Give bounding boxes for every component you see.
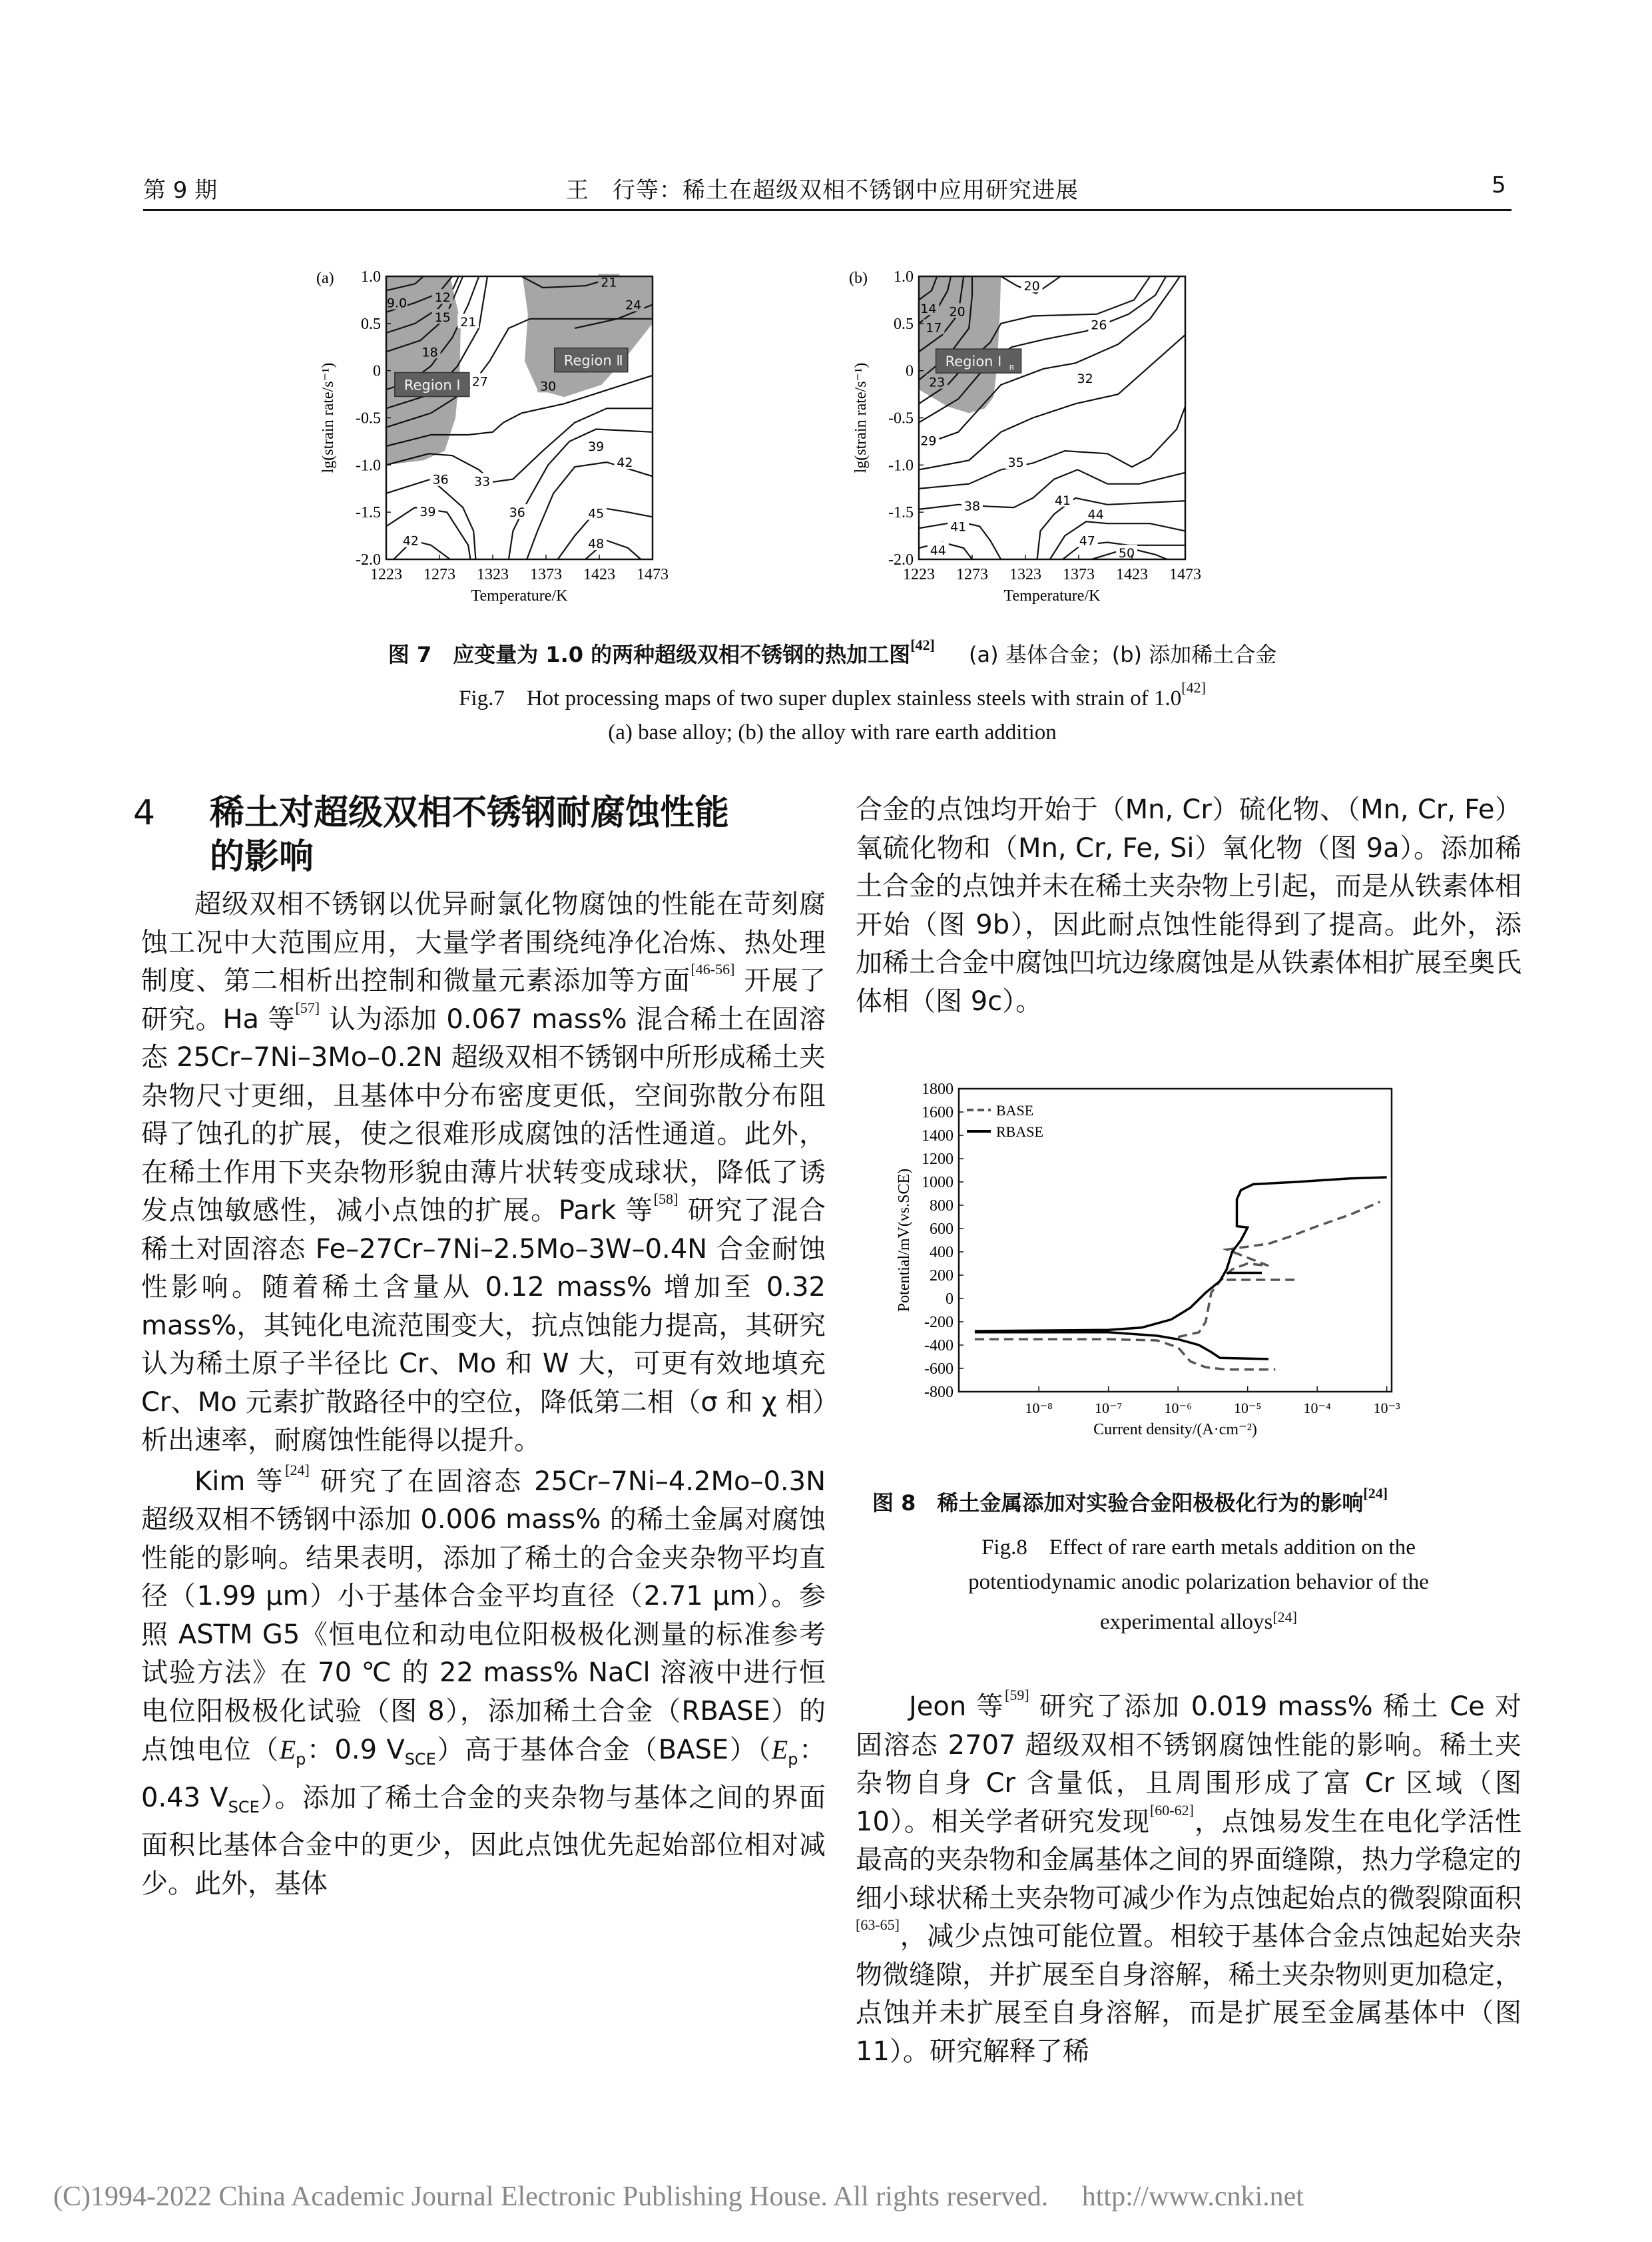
- caption-text: Fig.7 Hot processing maps of two super duplex stainless steels with strain of 1.0: [459, 687, 1182, 710]
- text: 研究了混合稀土对固溶态 Fe–27Cr–7Ni–2.5Mo–3W–0.4N 合金耐蚀性影响。随着稀土含量从 0.12 mass% 增加至 0.32 mass%，其钝化电流范围变大，抗点蚀能力提高，其研究认为稀土原子半径比 Cr、Mo 和 W 大，可更有效地填充 Cr、Mo 元素扩散路径中的空位，降低第二相（σ 和 χ 相）析出速率，耐腐蚀性能得以提升。: [141, 1195, 826, 1456]
- caption-text: experimental alloys: [1100, 1610, 1273, 1634]
- text: ）。添加了稀土合金的夹杂物与基体之间的界面面积比基体合金中的更少，因此点蚀优先起始部位相对减少。此外，基体: [141, 1782, 826, 1899]
- contour-label: 23: [929, 375, 946, 390]
- y-tick-label: -0.5: [888, 410, 914, 427]
- y-tick-label: 1600: [922, 1104, 954, 1121]
- y-tick-label: -2.0: [888, 551, 914, 569]
- x-tick-label: 1373: [1063, 566, 1095, 583]
- subscript: p: [296, 1750, 306, 1769]
- series-rbase-anodic: [975, 1177, 1387, 1331]
- page-number: 5: [1492, 172, 1506, 198]
- running-title: 王 行等：稀土在超级双相不锈钢中应用研究进展: [566, 177, 1079, 204]
- contour-label: 47: [1079, 533, 1095, 549]
- subscript: SCE: [404, 1750, 436, 1769]
- text: ）高于基体合金（BASE）（: [435, 1735, 772, 1765]
- subscript: SCE: [228, 1797, 260, 1817]
- caption-text: 图 7 应变量为 1.0 的两种超级双相不锈钢的热加工图: [388, 642, 911, 667]
- figure-8-caption-zh: [846, 1486, 1538, 1517]
- contour-line: [919, 407, 1185, 489]
- text: Jeon 等: [909, 1691, 1005, 1722]
- text: ：0.9 V: [306, 1735, 405, 1765]
- text: ，点蚀易发生在电化学活性最高的夹杂物和金属基体之间的界面缝隙，热力学稳定的细小球状稀土夹杂物可减少作为点蚀起始点的微裂隙面积: [856, 1806, 1521, 1914]
- contour-label: 36: [432, 472, 449, 487]
- section-heading: [133, 791, 826, 879]
- legend-label-base: BASE: [996, 1102, 1034, 1119]
- citation: [60-62]: [1149, 1801, 1194, 1819]
- x-tick-label: 10⁻⁵: [1234, 1400, 1262, 1416]
- citation: [24]: [1363, 1485, 1388, 1502]
- y-axis-title: lg(strain rate/s⁻¹): [320, 362, 337, 473]
- panel-label: (b): [849, 270, 868, 287]
- contour-label: 39: [419, 504, 436, 519]
- series-rbase-cathodic: [975, 1332, 1268, 1359]
- contour-label: 26: [1091, 318, 1107, 333]
- y-tick-label: -200: [924, 1314, 954, 1331]
- contour-label: 12: [434, 290, 451, 306]
- x-tick-label: 10⁻⁴: [1303, 1400, 1331, 1416]
- symbol: E: [279, 1735, 296, 1765]
- y-tick-label: -1.5: [888, 504, 914, 522]
- x-axis-title: Current density/(A·cm⁻²): [1093, 1421, 1257, 1438]
- y-axis-title: lg(strain rate/s⁻¹): [852, 362, 870, 473]
- y-tick-label: -1.0: [888, 457, 914, 475]
- y-tick-label: -1.0: [356, 457, 381, 475]
- plot-area: [386, 274, 653, 560]
- hot-processing-map-b: [839, 253, 1372, 626]
- y-tick-label: 600: [930, 1221, 954, 1238]
- text: 开展了研究。Ha 等: [141, 966, 826, 1035]
- x-tick-label: 1323: [477, 566, 509, 583]
- y-tick-label: 1000: [922, 1174, 954, 1191]
- citation: [42]: [910, 637, 935, 653]
- right-column-bottom: [856, 1688, 1521, 2071]
- x-tick-label: 1323: [1009, 566, 1041, 583]
- x-tick-label: 1273: [956, 566, 988, 583]
- contour-label: 24: [625, 298, 642, 313]
- y-tick-label: 0: [946, 1290, 954, 1308]
- contour-label: 21: [601, 275, 617, 290]
- y-tick-label: 0: [906, 362, 914, 380]
- citation: [24]: [1272, 1609, 1297, 1625]
- x-axis-title: Temperature/K: [1003, 587, 1101, 605]
- text: Kim 等: [194, 1466, 286, 1497]
- contour-label: 15: [434, 310, 451, 325]
- y-tick-label: 0.5: [894, 315, 914, 333]
- legend-label-rbase: RBASE: [996, 1123, 1043, 1140]
- contour-label: 42: [617, 455, 633, 471]
- contour-line: [509, 429, 653, 560]
- plot-area: [918, 276, 1185, 561]
- contour-label: 21: [460, 315, 477, 330]
- y-tick-label: 1800: [922, 1081, 954, 1098]
- contour-label: 20: [1023, 279, 1040, 294]
- contour-label: 27: [471, 374, 488, 390]
- y-tick-label: -600: [924, 1360, 954, 1378]
- left-column: [141, 886, 826, 1903]
- x-tick-label: 10⁻⁶: [1164, 1400, 1192, 1416]
- citation: [42]: [1181, 679, 1206, 696]
- contour-label: 38: [964, 499, 981, 514]
- text: 超级双相不锈钢以优异耐氯化物腐蚀的性能在苛刻腐蚀工况中大范围应用，大量学者围绕纯净化冶炼、热处理制度、第二相析出控制和微量元素添加等方面: [141, 889, 826, 996]
- footer-url[interactable]: http://www.cnki.net: [1081, 2181, 1304, 2212]
- paragraph: [856, 1688, 1521, 2071]
- x-tick-label: 10⁻⁷: [1095, 1400, 1123, 1416]
- section-title-line2: 的影响: [210, 837, 314, 877]
- figure-7-caption-zh: [266, 638, 1398, 669]
- caption-subtext: (a) 基体合金；(b) 添加稀土合金: [968, 642, 1277, 667]
- citation: [58]: [653, 1191, 679, 1207]
- contour-label: 50: [1118, 546, 1135, 561]
- figure-8-caption-en-3: [846, 1610, 1551, 1635]
- paragraph: [141, 886, 826, 1460]
- region-label: Region Ⅱ: [563, 352, 623, 369]
- series-base-anodic: [1178, 1202, 1380, 1337]
- panel-label: (a): [316, 270, 334, 287]
- figure-8-caption-en-2: potentiodynamic anodic polarization behavior of the: [968, 1570, 1429, 1594]
- y-tick-label: 0: [373, 362, 381, 380]
- paragraph: 合金的点蚀均开始于（Mn, Cr）硫化物、（Mn, Cr, Fe）氧硫化物和（Mn, Cr, Fe, Si）氧化物（图 9a）。添加稀土合金的点蚀并未在稀土夹杂物上引起，而是从铁素体相开始（图 9b），因此耐点蚀性能得到了提高。此外，添加稀土合金中腐蚀凹坑边缘腐蚀是从铁素体相扩展至奥氏体相（图 9c）。: [856, 794, 1521, 1017]
- contour-label: 18: [421, 345, 438, 360]
- copyright-footer: [0, 2181, 1652, 2213]
- region-label-subscript: R: [1009, 364, 1015, 373]
- region-label: Region Ⅰ: [945, 354, 1002, 370]
- text: 认为添加 0.067 mass% 混合稀土在固溶态 25Cr–7Ni–3Mo–0.2N 超级双相不锈钢中所形成稀土夹杂物尺寸更细，且基体中分布密度更低，空间弥散分布阻碍了蚀孔的扩展，使之很难形成腐蚀的活性通道。此外，在稀土作用下夹杂物形貌由薄片状转变成球状，降低了诱发点蚀敏感性，减小点蚀的扩展。Park 等: [141, 1003, 826, 1226]
- contour-label: 35: [1007, 455, 1024, 471]
- y-tick-label: 1.0: [361, 268, 381, 286]
- y-tick-label: 0.5: [361, 315, 381, 333]
- x-tick-label: 10⁻⁸: [1025, 1400, 1053, 1416]
- y-tick-label: -1.5: [356, 504, 381, 522]
- contour-label: 20: [949, 304, 965, 320]
- citation: [59]: [1005, 1687, 1029, 1703]
- x-tick-label: 1373: [530, 566, 562, 583]
- y-tick-label: -800: [924, 1384, 954, 1401]
- contour-label: 29: [920, 433, 937, 449]
- y-tick-label: 1200: [922, 1151, 954, 1168]
- y-tick-label: 800: [930, 1197, 954, 1215]
- y-tick-label: -0.5: [356, 410, 381, 427]
- contour-label: 30: [540, 379, 557, 394]
- y-axis-title: Potential/mV(vs.SCE): [896, 1168, 913, 1312]
- contour-label: 33: [473, 474, 491, 489]
- hot-processing-map-a: [306, 253, 839, 626]
- x-tick-label: 1223: [903, 566, 935, 583]
- x-tick-label: 1423: [583, 566, 615, 583]
- y-tick-label: 400: [930, 1244, 954, 1261]
- series-base-cathodic: [975, 1339, 1275, 1370]
- right-column-top: [856, 791, 1521, 1021]
- section-number: 4: [133, 793, 156, 833]
- polarization-chart: [886, 1065, 1485, 1458]
- contour-line: [386, 479, 475, 559]
- contour-label: 42: [402, 533, 419, 549]
- text: ，减少点蚀可能位置。相较于基体合金点蚀起始夹杂物微缝隙，并扩展至自身溶解，稀土夹杂物则更加稳定，点蚀并未扩展至自身溶解，而是扩展至金属基体中（图 11）。研究解释了稀: [856, 1921, 1521, 2067]
- contour-label: 44: [930, 543, 946, 558]
- paragraph: [141, 1463, 826, 1904]
- contour-label: 45: [588, 506, 605, 521]
- figure-7-caption-en: [266, 681, 1398, 712]
- subscript: p: [788, 1750, 798, 1769]
- contour-label: 14: [920, 302, 937, 317]
- y-tick-label: 1.0: [894, 268, 914, 286]
- journal-issue: 第 9 期: [143, 177, 218, 204]
- figure-8: [886, 1065, 1485, 1458]
- y-tick-label: -2.0: [356, 551, 381, 569]
- contour-label: 41: [1054, 493, 1071, 508]
- text: 研究了添加 0.019 mass% 稀土 Ce 对固溶态 2707 超级双相不锈钢腐蚀性能的影响。稀土夹杂物自身 Cr 含量低，且周围形成了富 Cr 区域（图 10）。相关学者研究发现: [856, 1691, 1521, 1837]
- text: 研究了在固溶态 25Cr–7Ni–4.2Mo–0.3N 超级双相不锈钢中添加 0.006 mass% 的稀土金属对腐蚀性能的影响。结果表明，添加了稀土的合金夹杂物平均直径（1.99 μm）小于基体合金平均直径（2.71 μm）。参照 ASTM G5《恒电位和动电位阳极极化测量的标准参考试验方法》在 70 ℃ 的 22 mass% NaCl 溶液中进行恒电位阳极极化试验（图 8），添加稀土合金（RBASE）的点蚀电位（: [141, 1466, 826, 1765]
- y-tick-label: 200: [930, 1267, 954, 1284]
- contour-label: 39: [588, 439, 605, 454]
- x-tick-label: 1423: [1116, 566, 1148, 583]
- y-tick-label: 1400: [922, 1127, 954, 1145]
- symbol: E: [771, 1735, 788, 1765]
- contour-label: 32: [1077, 372, 1093, 386]
- x-tick-label: 1223: [370, 566, 402, 583]
- citation: [63-65]: [856, 1916, 900, 1933]
- contour-label: 41: [950, 519, 967, 535]
- contour-label: 36: [509, 505, 525, 521]
- y-tick-label: -400: [924, 1337, 954, 1354]
- contour-label: 9.0: [386, 296, 408, 311]
- figure-7-caption-en-sub: (a) base alloy; (b) the alloy with rare earth addition: [608, 720, 1057, 744]
- text: ：0.43 V: [141, 1735, 826, 1813]
- region-label: Region Ⅰ: [404, 377, 461, 394]
- x-tick-label: 1473: [1169, 566, 1201, 583]
- citation: [24]: [285, 1461, 310, 1478]
- section-title-line1: 稀土对超级双相不锈钢耐腐蚀性能: [210, 793, 730, 833]
- figure-7: [306, 253, 1385, 626]
- citation: [57]: [295, 999, 320, 1016]
- copyright-text: (C)1994-2022 China Academic Journal Electronic Publishing House. All rights reserved.: [53, 2181, 1049, 2212]
- x-tick-label: 1273: [423, 566, 455, 583]
- caption-text: 图 8 稀土金属添加对实验合金阳极极化行为的影响: [872, 1490, 1364, 1516]
- contour-label: 17: [926, 320, 942, 336]
- citation: [46-56]: [690, 961, 735, 978]
- x-tick-label: 1473: [637, 566, 669, 583]
- header-rule: [143, 209, 1512, 211]
- figure-8-caption-en-1: Fig.8 Effect of rare earth metals addition on the: [981, 1536, 1416, 1559]
- x-tick-label: 10⁻³: [1373, 1400, 1400, 1416]
- x-axis-title: Temperature/K: [471, 587, 568, 605]
- contour-label: 44: [1087, 507, 1104, 522]
- contour-label: 48: [588, 536, 605, 551]
